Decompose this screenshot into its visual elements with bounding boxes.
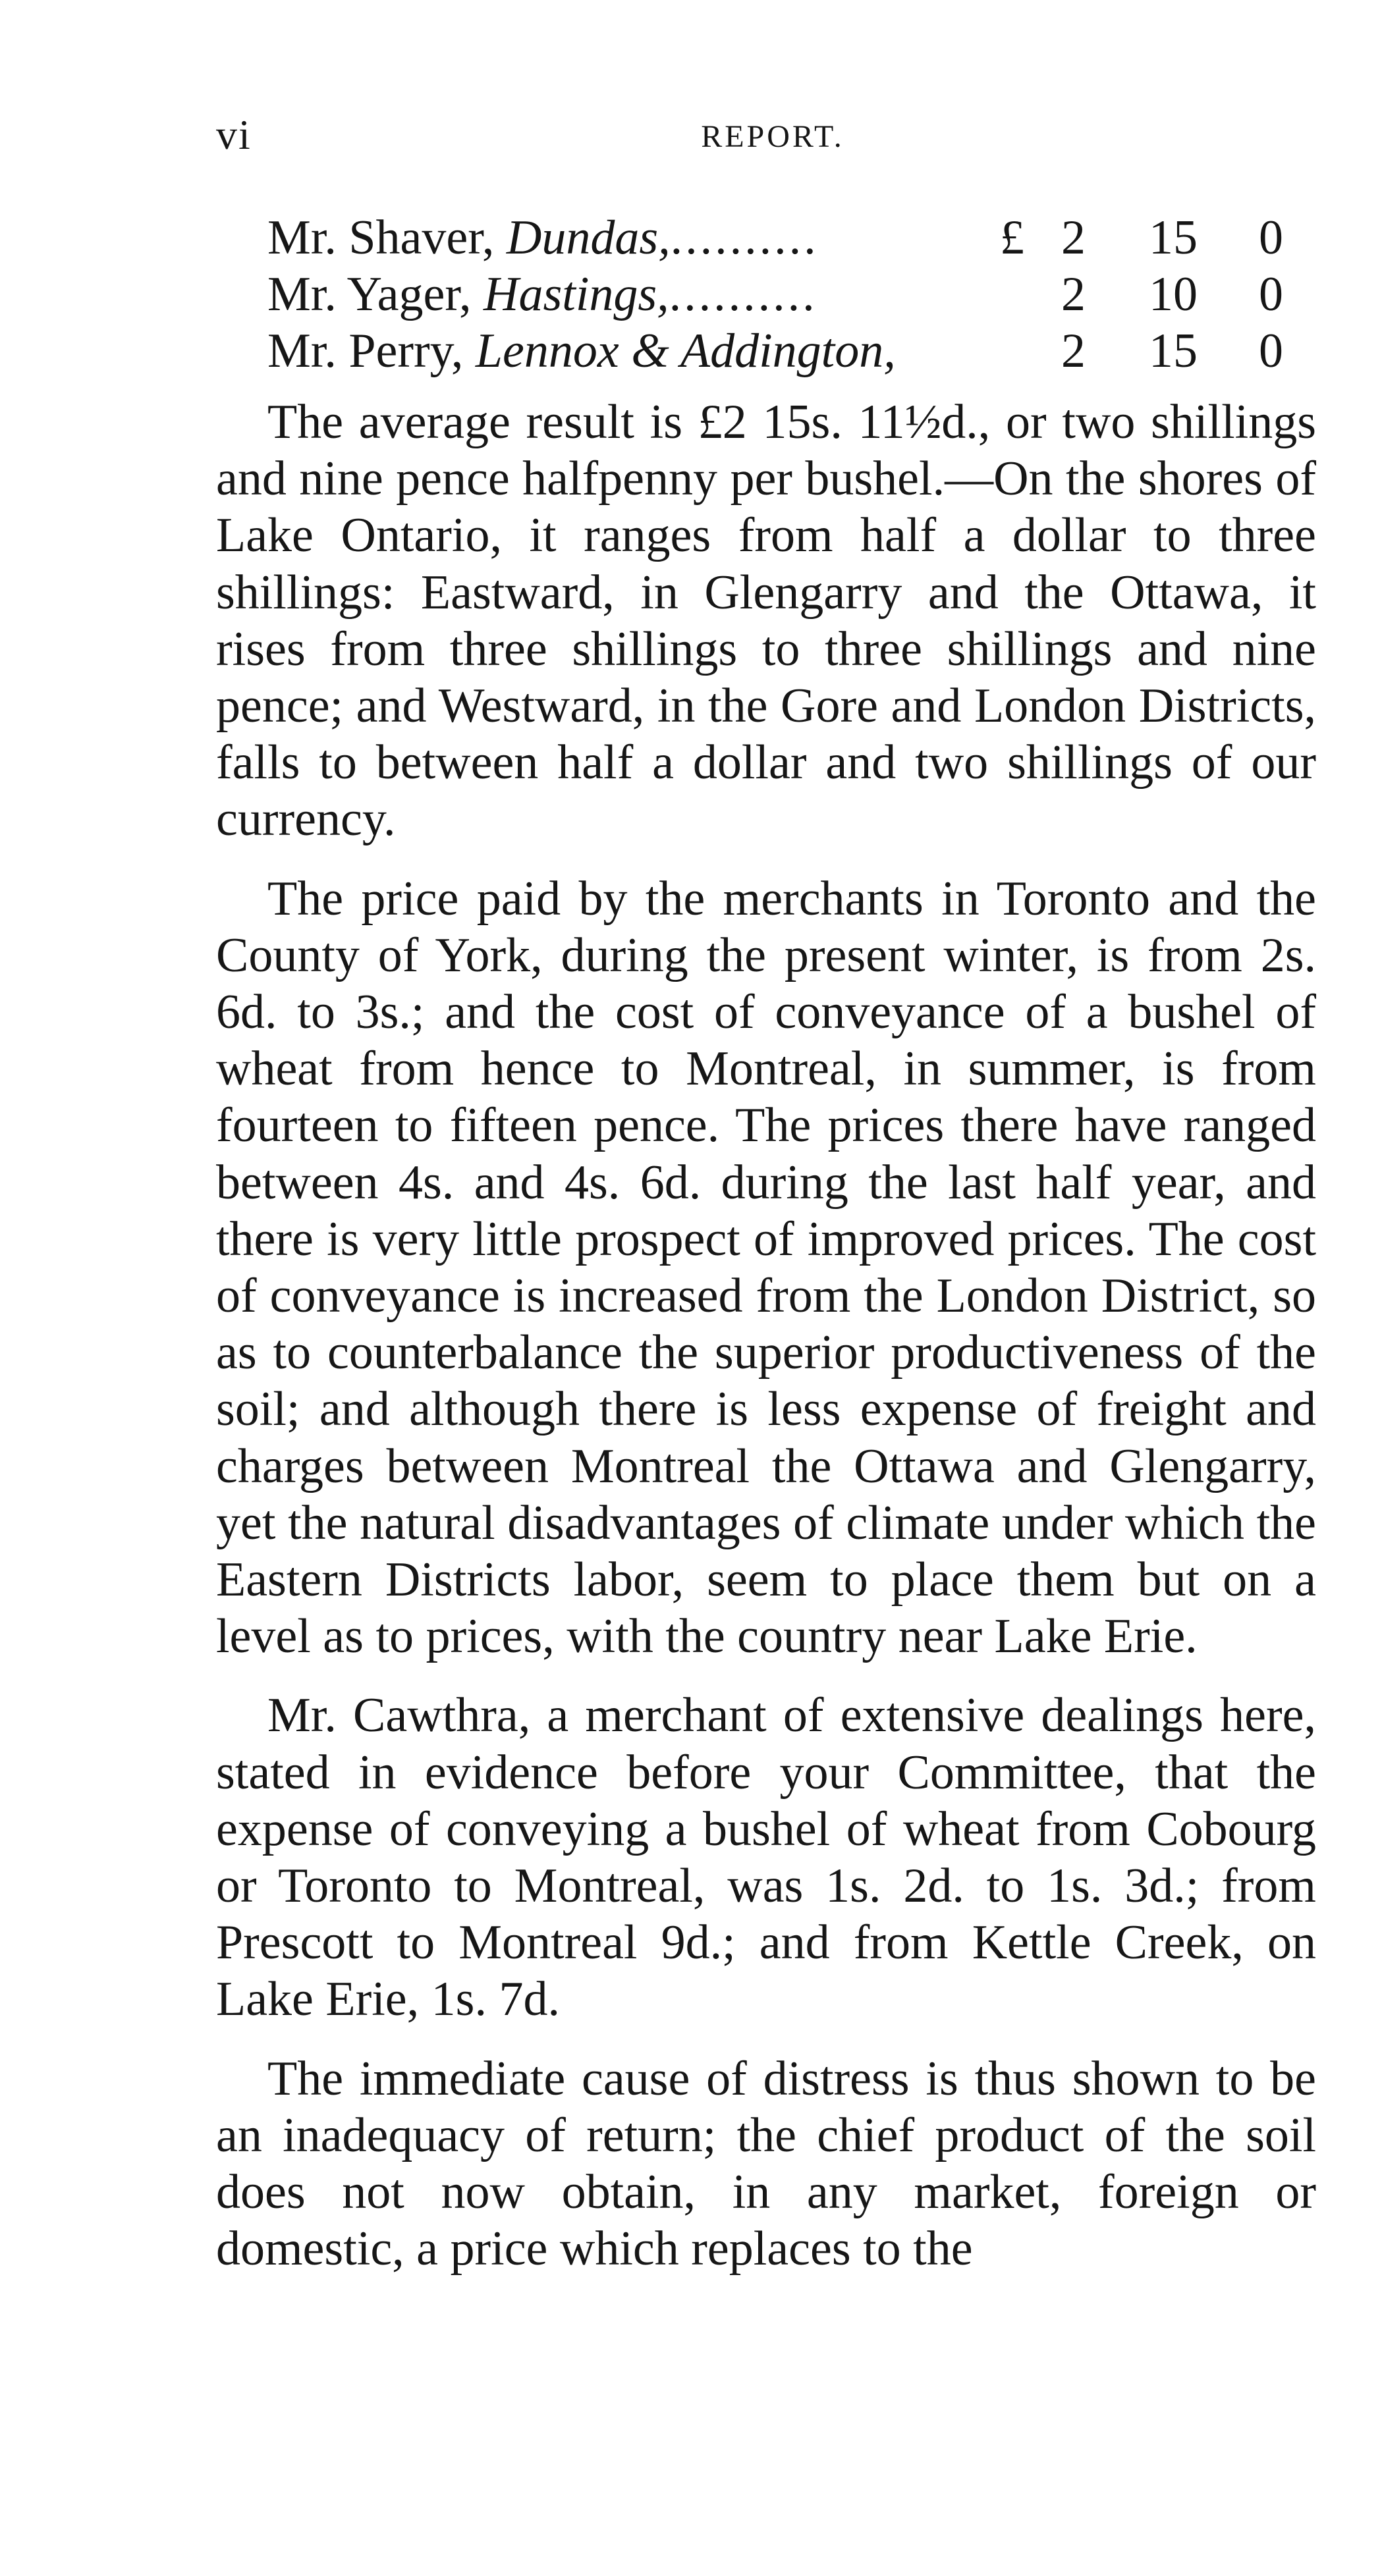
running-title: REPORT. (701, 119, 844, 154)
row-shillings: 15 (1149, 211, 1198, 265)
paragraph: The immediate cause of distress is thus shown to be an inadequacy of return; the chief product of the soil does not now obtain, in any market, foreign or domestic, a price which replaces to the (216, 2051, 1316, 2276)
table-row (216, 209, 1316, 266)
row-pounds: 2 (1061, 211, 1086, 265)
row-dots: .......... (669, 267, 817, 321)
price-table (216, 209, 1316, 379)
row-pounds: 2 (1061, 267, 1086, 321)
row-shillings: 10 (1149, 267, 1198, 321)
paragraph: The price paid by the merchants in Toronto and the County of York, during the present winter, is from 2s. 6d. to 3s.; and the cost of conveyance of a bushel of wheat from hence to Montreal, in summer, is from fourteen to fifteen pence. The prices there have ranged between 4s. and 4s. 6d. during the last half year, and there is very little prospect of improved prices. The cost of conveyance is increased from the London District, so as to counterbalance the superior productiveness of the soil; and although there is less expense of freight and charges between Montreal the Ottawa and Glengarry, yet the natural disadvantages of climate under which the Eastern Districts labor, seem to place them but on a level as to prices, with the country near Lake Erie. (216, 871, 1316, 1664)
row-name: Mr. Perry, Lennox & Addington, (267, 324, 896, 378)
paragraph: Mr. Cawthra, a merchant of extensive dealings here, stated in evidence before your Committee, that the expense of conveying a bushel of wheat from Cobourg or Toronto to Montreal, was 1s. 2d. to 1s. 3d.; from Prescott to Montreal 9d.; and from Kettle Creek, on Lake Erie, 1s. 7d. (216, 1688, 1316, 2027)
page-number: vi (216, 111, 252, 158)
row-place: Hastings, (484, 267, 669, 321)
row-pounds: 2 (1061, 324, 1086, 378)
row-shillings: 15 (1149, 324, 1198, 378)
row-place: Dundas, (506, 211, 671, 265)
table-row (216, 323, 1316, 379)
running-head (216, 111, 1316, 163)
table-row (216, 266, 1316, 323)
row-pence: 0 (1259, 267, 1283, 321)
row-dots: .......... (670, 211, 819, 265)
row-pence: 0 (1259, 211, 1283, 265)
body-text (216, 394, 1316, 2300)
row-name: Mr. Shaver, Dundas,.......... (267, 211, 819, 265)
row-pound-sign: £ (1000, 211, 1024, 265)
paragraph: The average result is £2 15s. 11½d., or two shillings and nine pence halfpenny per bushel.—On the shores of Lake Ontario, it ranges from half a dollar to three shillings: Eastward, in Glengarry and the Ottawa, it rises from three shillings to three shillings and nine pence; and Westward, in the Gore and London Districts, falls to between half a dollar and two shillings of our currency. (216, 395, 1316, 847)
row-pence: 0 (1259, 324, 1283, 378)
row-place: Lennox & Addington, (475, 324, 896, 378)
row-name: Mr. Yager, Hastings,.......... (267, 267, 817, 321)
